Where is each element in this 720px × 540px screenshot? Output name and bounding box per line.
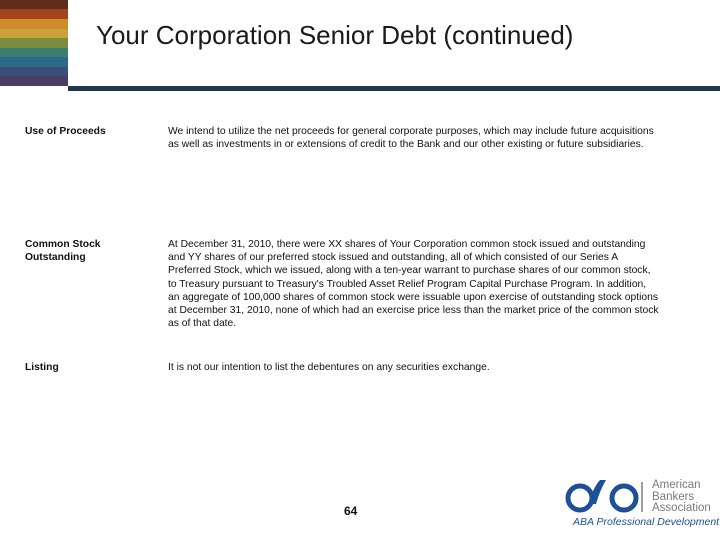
stripe bbox=[0, 48, 68, 57]
stripe bbox=[0, 19, 68, 29]
stripe bbox=[0, 67, 68, 76]
term-label: Common Stock Outstanding bbox=[25, 239, 101, 264]
stripe bbox=[0, 29, 68, 38]
term-description: At December 31, 2010, there were XX shares of Your Corporation common stock issued and outstanding and YY shares of our preferred stock issued and outstanding, all of which consisted of our Series A Preferred Stock, which we issued, along with a ten-year warrant to purchase shares of our common stock, to Treasury pursuant to Treasury's Troubled Asset Relief Program Capital Purchase Program. In addition, an aggregate of 100,000 shares of common stock were issuable upon exercise of outstanding stock options at December 31, 2010, none of which had an exercise price less than the market price of the common stock as of that date. bbox=[168, 239, 659, 330]
logo-subtitle: ABA Professional Development bbox=[573, 516, 720, 528]
stripe bbox=[0, 9, 68, 19]
term-description: We intend to utilize the net proceeds for general corporate purposes, which may include future acquisitions as well as investments in or extensions of credit to the Bank and our other existing or future subsidiaries. bbox=[168, 126, 654, 151]
page-number: 64 bbox=[344, 504, 358, 518]
stripe bbox=[0, 57, 68, 67]
logo-wordmark bbox=[652, 480, 711, 515]
stripe bbox=[0, 76, 68, 86]
logo-line: American bbox=[652, 479, 701, 491]
logo-line: Association bbox=[652, 502, 711, 514]
term-description: It is not our intention to list the debentures on any securities exchange. bbox=[168, 362, 490, 373]
term-label: Use of Proceeds bbox=[25, 126, 106, 137]
logo-line: Bankers bbox=[652, 490, 695, 503]
stripe bbox=[0, 38, 68, 48]
term-label: Listing bbox=[25, 362, 59, 373]
title-divider bbox=[68, 86, 720, 91]
slide-title: Your Corporation Senior Debt (continued) bbox=[96, 20, 574, 50]
decorative-stripes bbox=[0, 0, 68, 86]
stripe bbox=[0, 0, 68, 9]
